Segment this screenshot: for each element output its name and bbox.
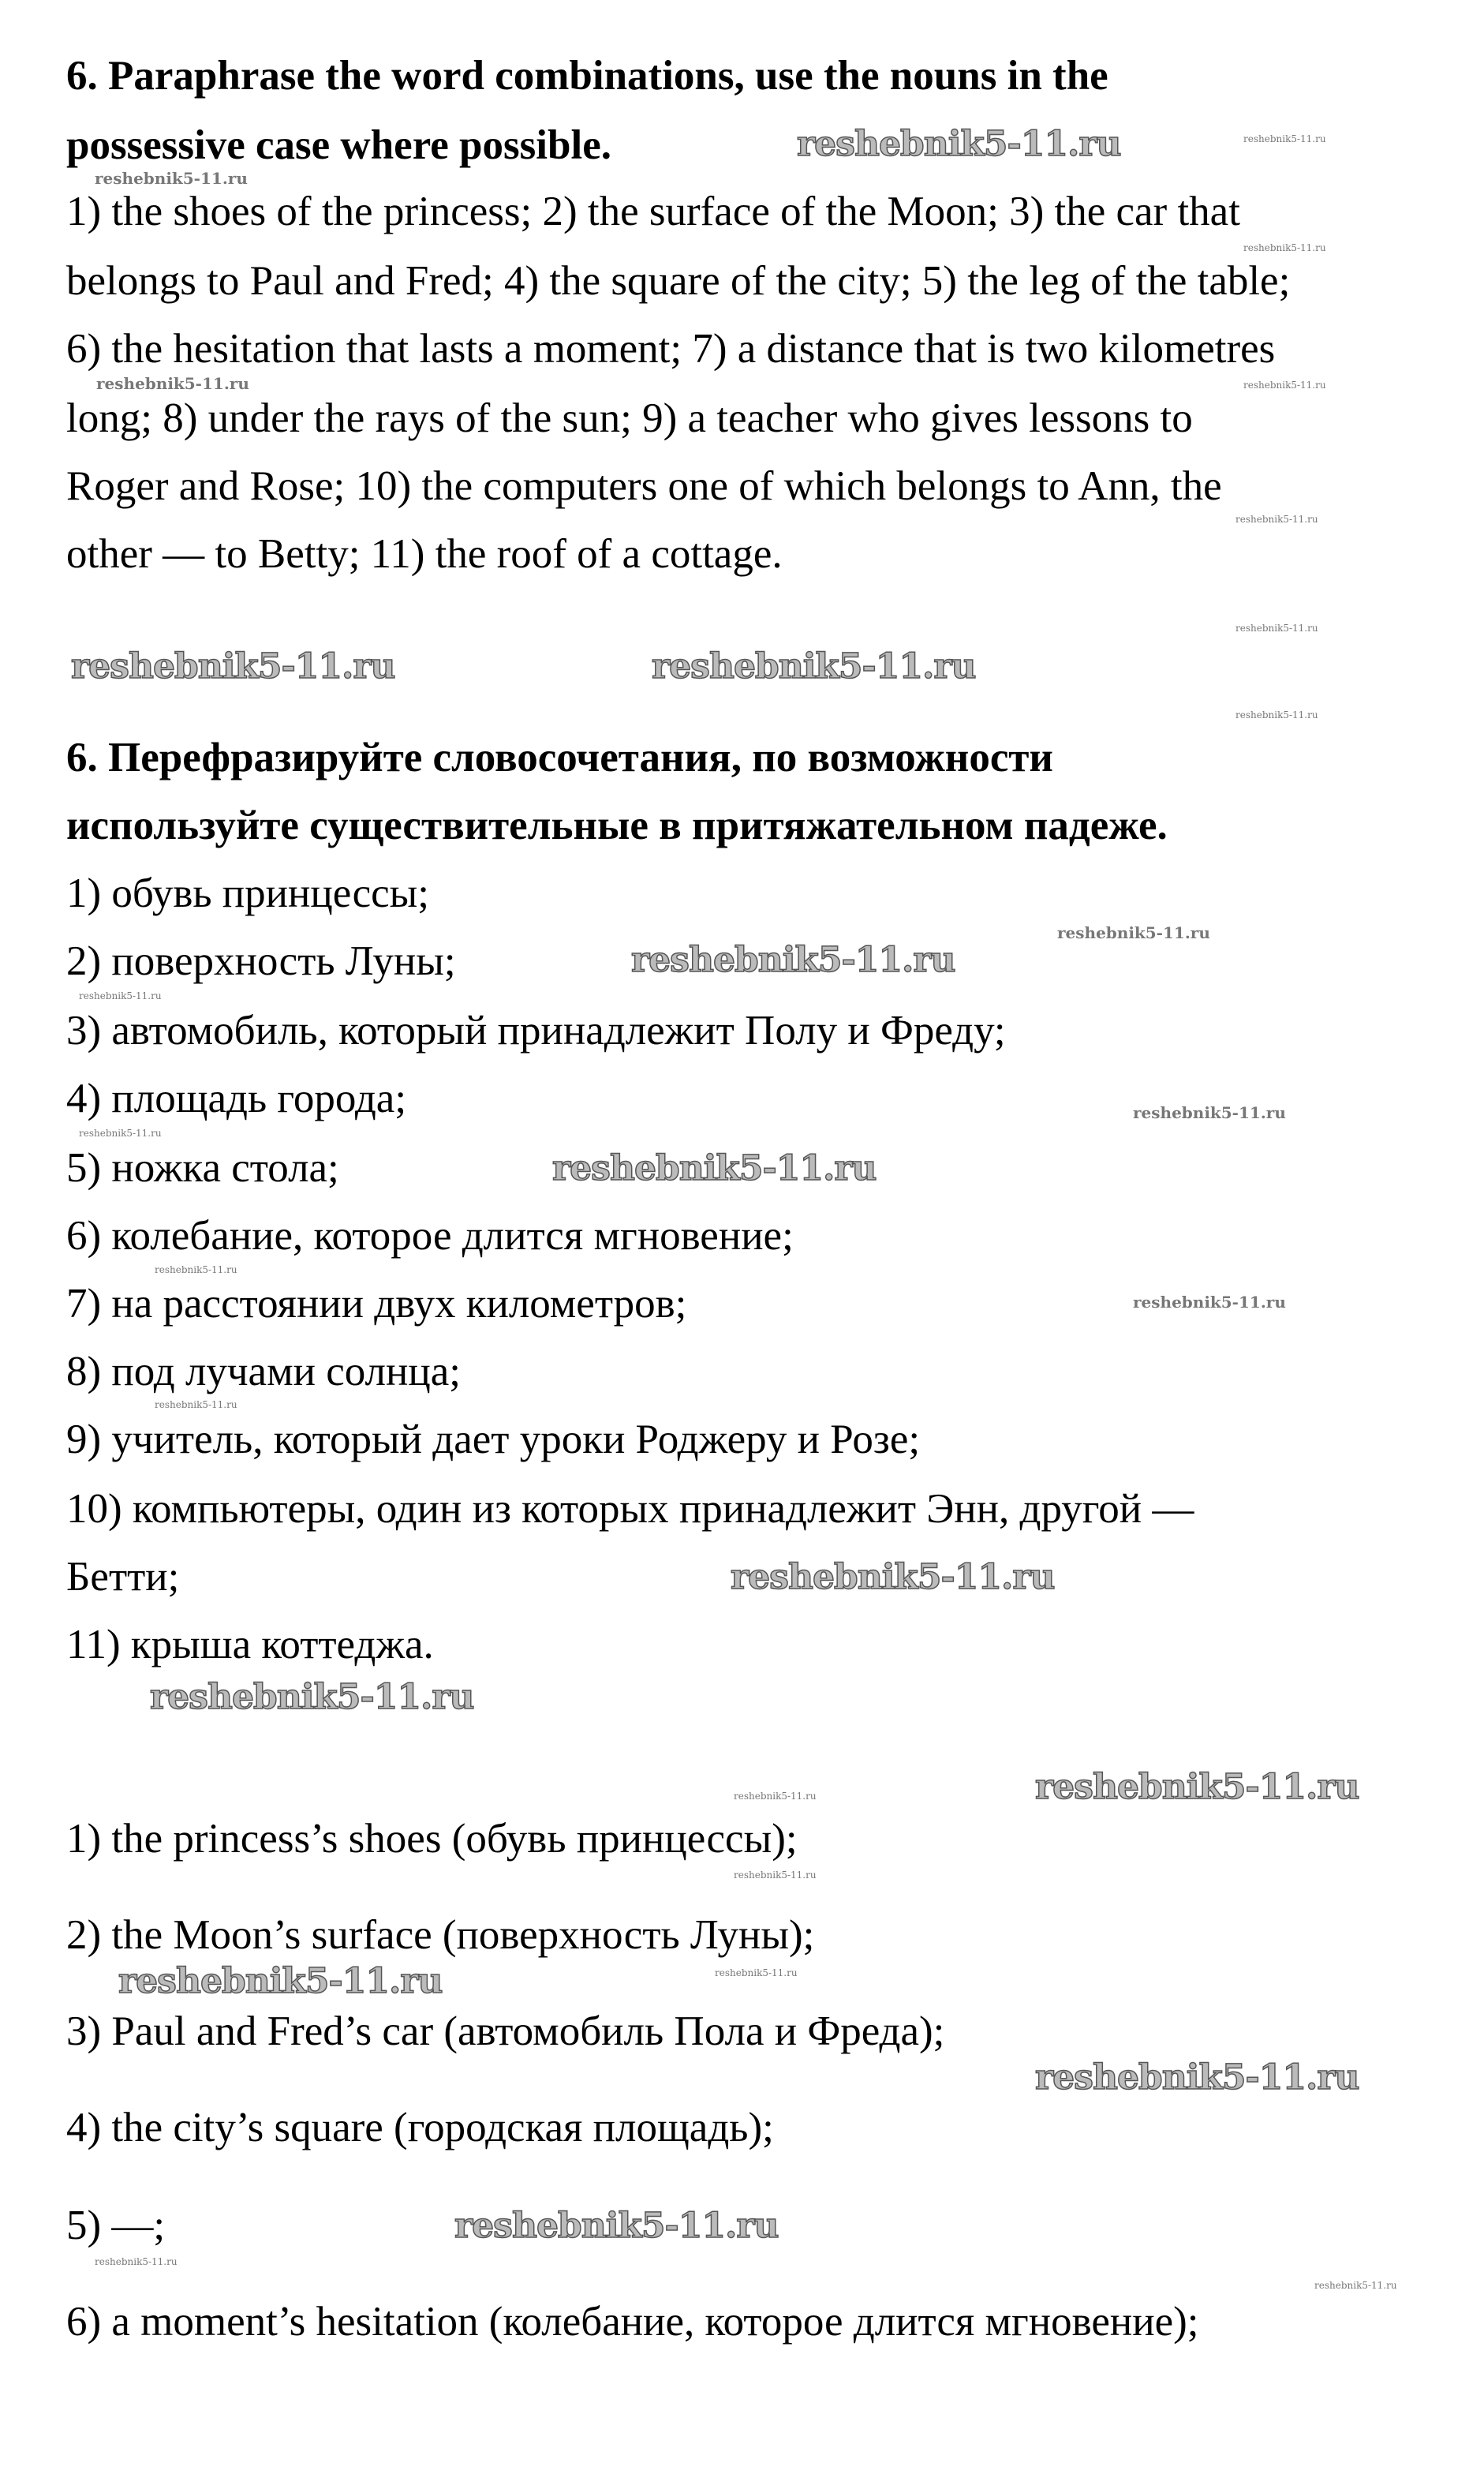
watermark: reshebnik5-11.ru (1243, 133, 1326, 144)
answer-line: 5) —; (66, 2203, 166, 2248)
task-heading: possessive case where possible. (66, 122, 611, 168)
watermark: reshebnik5-11.ru (79, 1128, 162, 1139)
task-line: Roger and Rose; 10) the computers one of which belongs to Ann, the (66, 463, 1222, 509)
watermark: reshebnik5-11.ru (1133, 1293, 1286, 1312)
watermark: reshebnik5-11.ru (155, 1264, 237, 1275)
answer-line: 3) Paul and Fred’s car (автомобиль Пола и Фреда); (66, 2008, 945, 2054)
watermark: reshebnik5-11.ru (454, 2206, 779, 2246)
watermark: reshebnik5-11.ru (1235, 623, 1318, 634)
answer-line: 2) the Moon’s surface (поверхность Луны); (66, 1912, 815, 1958)
watermark: reshebnik5-11.ru (1035, 2057, 1359, 2098)
watermark: reshebnik5-11.ru (1133, 1103, 1286, 1122)
watermark: reshebnik5-11.ru (1243, 242, 1326, 253)
task-line: 1) обувь принцессы; (66, 870, 429, 916)
watermark: reshebnik5-11.ru (1243, 380, 1326, 391)
watermark: reshebnik5-11.ru (155, 1399, 237, 1410)
watermark: reshebnik5-11.ru (95, 2256, 178, 2267)
watermark: reshebnik5-11.ru (1057, 923, 1210, 942)
task-line: 2) поверхность Луны; (66, 938, 456, 984)
watermark: reshebnik5-11.ru (552, 1148, 877, 1188)
task-line: Бетти; (66, 1554, 180, 1600)
answer-line: 4) the city’s square (городская площадь); (66, 2105, 774, 2150)
watermark: reshebnik5-11.ru (715, 1967, 798, 1978)
watermark: reshebnik5-11.ru (652, 646, 976, 687)
watermark: reshebnik5-11.ru (79, 990, 162, 1001)
watermark: reshebnik5-11.ru (731, 1557, 1055, 1597)
task-line: belongs to Paul and Fred; 4) the square of the city; 5) the leg of the table; (66, 258, 1291, 304)
watermark: reshebnik5-11.ru (631, 940, 955, 980)
watermark: reshebnik5-11.ru (1035, 1767, 1359, 1807)
watermark: reshebnik5-11.ru (118, 1961, 443, 2001)
task-line: 1) the shoes of the princess; 2) the surface of the Moon; 3) the car that (66, 189, 1240, 234)
task-line: other — to Betty; 11) the roof of a cottage. (66, 531, 783, 577)
answer-line: 1) the princess’s shoes (обувь принцессы); (66, 1816, 798, 1862)
task-line: 6) the hesitation that lasts a moment; 7) a distance that is two kilometres (66, 326, 1276, 372)
task-line: 7) на расстоянии двух километров; (66, 1281, 687, 1327)
watermark: reshebnik5-11.ru (1235, 709, 1318, 720)
task-line: 5) ножка стола; (66, 1145, 339, 1191)
task-line: 8) под лучами солнца; (66, 1349, 461, 1394)
task-heading: 6. Paraphrase the word combinations, use the nouns in the (66, 53, 1108, 99)
watermark: reshebnik5-11.ru (71, 646, 395, 687)
task-line: 3) автомобиль, который принадлежит Полу и Фреду; (66, 1008, 1006, 1054)
watermark: reshebnik5-11.ru (1314, 2280, 1397, 2291)
watermark: reshebnik5-11.ru (1235, 514, 1318, 525)
answer-line: 6) a moment’s hesitation (колебание, которое длится мгновение); (66, 2299, 1199, 2345)
task-heading: используйте существительные в притяжательном падеже. (66, 803, 1168, 848)
task-line: 11) крыша коттеджа. (66, 1622, 434, 1667)
task-line: 6) колебание, которое длится мгновение; (66, 1213, 794, 1259)
task-line: long; 8) under the rays of the sun; 9) a teacher who gives lessons to (66, 395, 1193, 441)
watermark: reshebnik5-11.ru (797, 124, 1121, 164)
task-line: 9) учитель, который дает уроки Роджеру и Розе; (66, 1417, 921, 1462)
watermark: reshebnik5-11.ru (95, 169, 248, 188)
watermark: reshebnik5-11.ru (150, 1677, 474, 1717)
task-heading: 6. Перефразируйте словосочетания, по возможности (66, 735, 1053, 780)
watermark: reshebnik5-11.ru (734, 1870, 817, 1881)
task-line: 4) площадь города; (66, 1076, 407, 1121)
watermark: reshebnik5-11.ru (734, 1791, 817, 1802)
task-line: 10) компьютеры, один из которых принадлежит Энн, другой — (66, 1486, 1194, 1532)
watermark: reshebnik5-11.ru (96, 374, 249, 393)
